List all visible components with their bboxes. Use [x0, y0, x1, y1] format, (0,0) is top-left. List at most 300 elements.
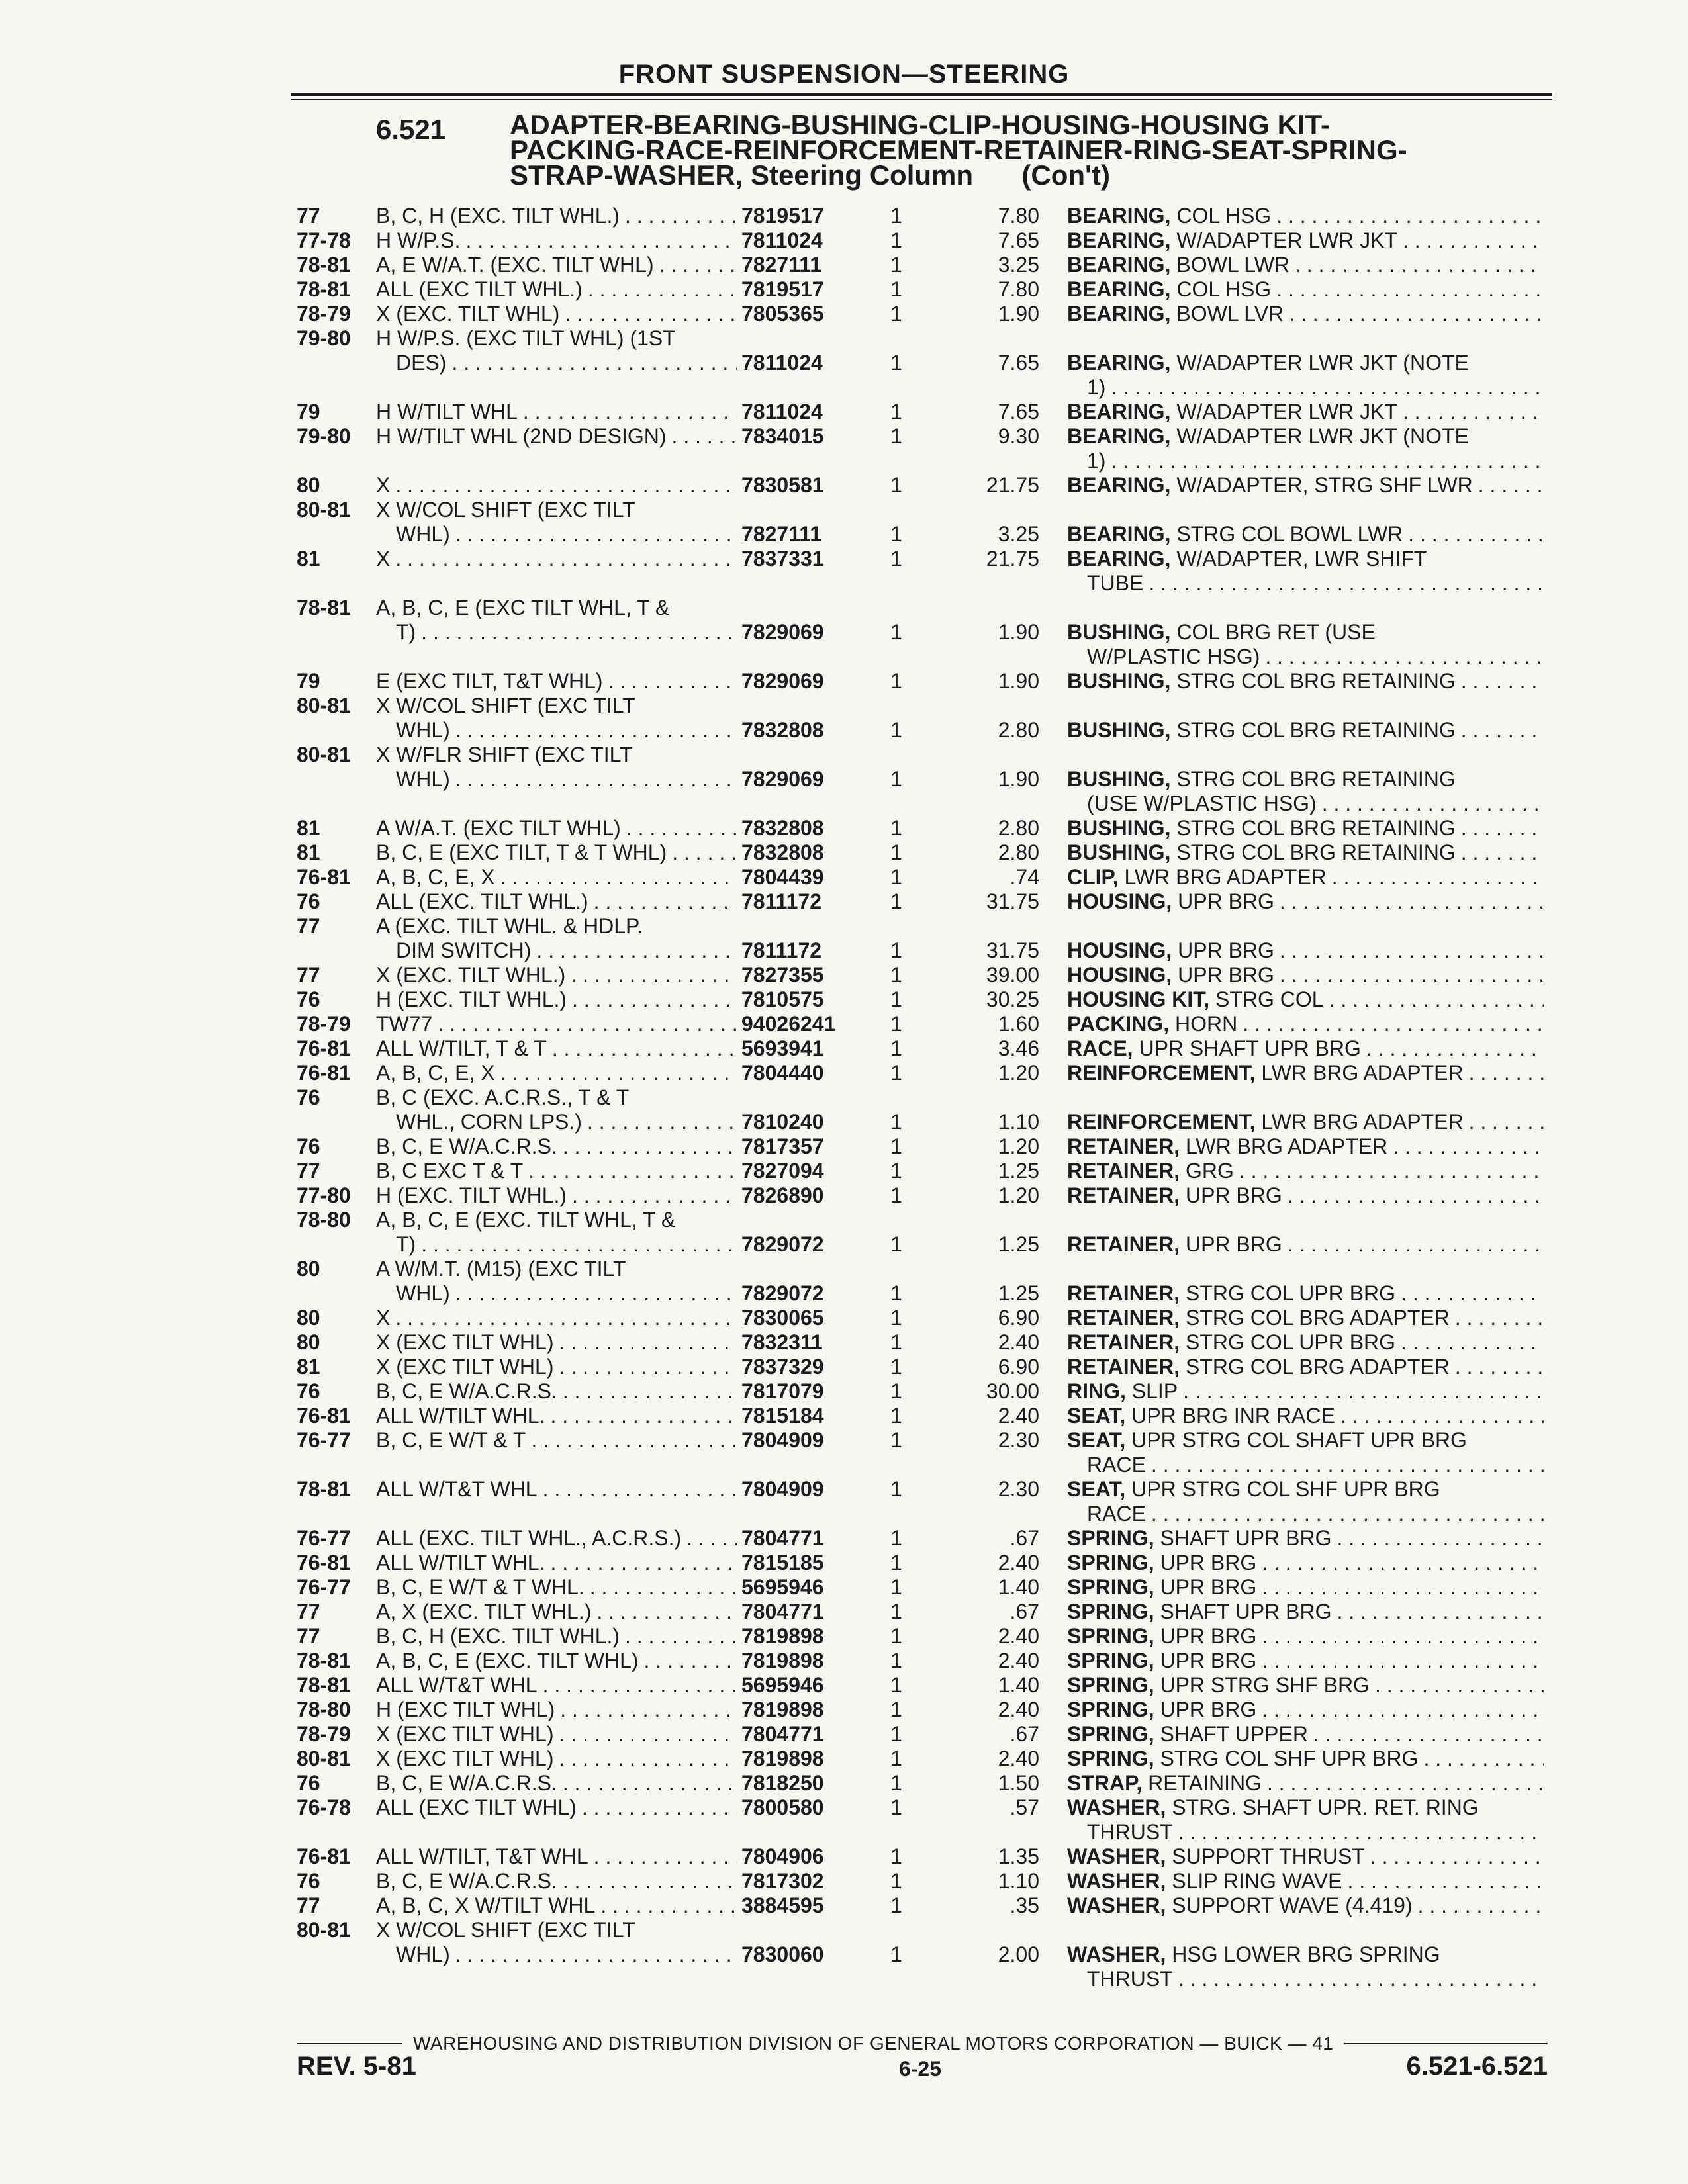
application	[376, 743, 737, 792]
description-line	[1067, 277, 1544, 302]
application-line	[376, 1232, 737, 1257]
part-name: BUSHING,	[1067, 620, 1171, 644]
description-text: RACE	[1087, 1453, 1146, 1477]
part-number: 7805365	[741, 302, 824, 326]
part-number: 7829072	[741, 1232, 824, 1256]
part-number: 7815184	[741, 1404, 824, 1428]
application	[376, 914, 737, 963]
price: 2.40	[998, 1624, 1039, 1648]
description-text: STRG COL BRG RETAINING	[1176, 767, 1456, 791]
leader-dots	[563, 1134, 737, 1159]
description	[1067, 1649, 1544, 1673]
model-year: 81	[297, 816, 320, 840]
part-name: SPRING,	[1067, 1649, 1154, 1672]
leader-dots	[1403, 400, 1544, 424]
application	[376, 816, 737, 841]
model-year: 76	[297, 1869, 320, 1893]
application	[376, 596, 737, 645]
model-year: 79	[297, 400, 320, 424]
model-year: 80-81	[297, 694, 351, 717]
description-line	[1067, 718, 1544, 743]
description-text: HORN	[1174, 1012, 1238, 1036]
price: 1.90	[998, 669, 1039, 693]
application-line	[376, 1134, 737, 1159]
description-line	[1067, 473, 1544, 498]
leader-dots	[1262, 1649, 1544, 1673]
description	[1067, 1134, 1544, 1159]
part-name: SPRING,	[1067, 1747, 1154, 1770]
description-line	[1067, 1600, 1544, 1624]
description-text: STRG COL BRG ADAPTER	[1185, 1355, 1450, 1379]
part-row	[0, 302, 1688, 326]
application-line-text: B, C, E W/T & T	[376, 1428, 526, 1452]
description-line	[1067, 889, 1544, 914]
model-year: 80-81	[297, 498, 351, 522]
price: 2.00	[998, 1942, 1039, 1966]
description-line	[1067, 938, 1544, 963]
part-row	[0, 277, 1688, 302]
description	[1067, 473, 1544, 498]
quantity: 1	[890, 816, 902, 840]
application-line	[376, 1673, 737, 1698]
model-year: 78-80	[297, 1208, 351, 1232]
description-line	[1067, 1183, 1544, 1208]
part-name: RETAINER,	[1067, 1159, 1180, 1183]
quantity: 1	[890, 1232, 902, 1256]
description	[1067, 277, 1544, 302]
description	[1067, 938, 1544, 963]
description-text: SHAFT UPPER	[1160, 1722, 1308, 1746]
part-row	[0, 498, 1688, 547]
description-text: STRG. SHAFT UPR. RET. RING	[1172, 1796, 1479, 1819]
description-text: W/ADAPTER, STRG SHF LWR	[1176, 473, 1473, 497]
leader-dots	[465, 228, 737, 253]
description-line	[1067, 1551, 1544, 1575]
description-text: UPR BRG	[1185, 1232, 1282, 1256]
leader-dots	[1370, 1844, 1544, 1869]
model-year: 76	[297, 1085, 320, 1109]
model-year: 80	[297, 1306, 320, 1330]
leader-dots	[1151, 1502, 1544, 1526]
description-line	[1067, 1355, 1544, 1379]
description	[1067, 1110, 1544, 1134]
price: 1.10	[998, 1869, 1039, 1893]
part-name: STRAP,	[1067, 1771, 1143, 1795]
leader-dots	[1393, 1134, 1544, 1159]
description	[1067, 1796, 1544, 1844]
part-number: 7830065	[741, 1306, 824, 1330]
application-line	[376, 1477, 737, 1502]
part-name: WASHER,	[1067, 1796, 1166, 1819]
quantity: 1	[890, 1624, 902, 1648]
description-line	[1067, 400, 1544, 424]
leader-dots	[455, 1281, 737, 1306]
part-number: 7817357	[741, 1134, 824, 1158]
leader-dots	[421, 1232, 737, 1257]
part-number: 94026241	[741, 1012, 836, 1036]
description-line	[1067, 571, 1544, 596]
price: 3.25	[998, 253, 1039, 277]
description-line	[1067, 963, 1544, 987]
section-title-text: STRAP-WASHER, Steering Column	[510, 159, 974, 191]
price: 7.65	[998, 228, 1039, 252]
application-line-text: A, X (EXC. TILT WHL.)	[376, 1600, 592, 1623]
application-line	[376, 987, 737, 1012]
part-row	[0, 1844, 1688, 1869]
description-text: STRG COL BRG RETAINING	[1176, 816, 1456, 840]
quantity: 1	[890, 1036, 902, 1060]
part-row	[0, 987, 1688, 1012]
leader-dots	[1322, 792, 1544, 816]
quantity: 1	[890, 1844, 902, 1868]
application	[376, 498, 737, 547]
description-text: RETAINING	[1148, 1771, 1262, 1795]
leader-dots	[1262, 1575, 1544, 1600]
application-line-text: WHL., CORN LPS.)	[396, 1110, 582, 1134]
quantity: 1	[890, 1526, 902, 1550]
description-line	[1067, 1796, 1544, 1820]
description	[1067, 1404, 1544, 1428]
application-line	[376, 1526, 737, 1551]
description-line	[1067, 1722, 1544, 1747]
description	[1067, 889, 1544, 914]
description-text: GRG	[1185, 1159, 1234, 1183]
part-name: BEARING,	[1067, 400, 1171, 424]
application	[376, 1771, 737, 1796]
leader-dots	[438, 1012, 737, 1036]
part-number: 7804439	[741, 865, 824, 889]
section-title-line: PACKING-RACE-REINFORCEMENT-RETAINER-RING-SEAT-SPRING-	[510, 134, 1407, 165]
price: 2.40	[998, 1747, 1039, 1770]
part-number: 7811172	[741, 938, 822, 962]
application-line	[376, 1208, 737, 1232]
quantity: 1	[890, 963, 902, 987]
application	[376, 1208, 737, 1257]
application-line	[376, 743, 737, 767]
description-line	[1067, 1379, 1544, 1404]
model-year: 77	[297, 914, 320, 938]
leader-dots	[1243, 1012, 1544, 1036]
price: 31.75	[986, 889, 1039, 913]
part-name: HOUSING,	[1067, 889, 1172, 913]
model-year: 76-81	[297, 1036, 351, 1060]
application-line-text: WHL)	[396, 1942, 450, 1966]
section-title-line	[510, 159, 1536, 191]
description	[1067, 1747, 1544, 1771]
model-year: 78-81	[297, 253, 351, 277]
leader-dots	[536, 938, 737, 963]
part-number: 5695946	[741, 1673, 824, 1697]
application-line-text: T)	[396, 620, 416, 644]
part-name: BEARING,	[1067, 228, 1171, 252]
application-line-text: H W/TILT WHL	[376, 400, 518, 424]
description-text: SHAFT UPR BRG	[1160, 1526, 1332, 1550]
application-line-text: ALL (EXC. TILT WHL.)	[376, 889, 588, 913]
application-line-text: X	[376, 473, 391, 497]
part-row	[0, 1428, 1688, 1477]
part-row	[0, 1477, 1688, 1526]
model-year: 76	[297, 889, 320, 913]
part-name: RETAINER,	[1067, 1183, 1180, 1207]
leader-dots	[1375, 1673, 1544, 1698]
quantity: 1	[890, 1649, 902, 1672]
application	[376, 1379, 737, 1404]
model-year: 76-81	[297, 865, 351, 889]
part-name: SPRING,	[1067, 1673, 1154, 1697]
description-line	[1067, 1942, 1544, 1967]
part-row	[0, 1183, 1688, 1208]
description-line	[1067, 253, 1544, 277]
model-year: 77-80	[297, 1183, 351, 1207]
description-text: LWR BRG ADAPTER	[1124, 865, 1327, 889]
description-line	[1067, 522, 1544, 547]
description-text: HSG LOWER BRG SPRING	[1172, 1942, 1440, 1966]
description	[1067, 718, 1544, 743]
description	[1067, 1526, 1544, 1551]
application-line-text: X W/FLR SHIFT (EXC TILT	[376, 743, 633, 766]
part-number: 7829069	[741, 620, 824, 644]
description-line	[1067, 1330, 1544, 1355]
application-line-text: A, B, C, X W/TILT WHL	[376, 1893, 596, 1917]
section-title	[510, 109, 1536, 191]
price: .67	[1009, 1600, 1039, 1623]
price: 2.80	[998, 841, 1039, 864]
application-line	[376, 1942, 737, 1967]
part-row	[0, 228, 1688, 253]
model-year: 76-78	[297, 1796, 351, 1819]
application-line	[376, 1428, 737, 1453]
description	[1067, 1061, 1544, 1085]
description-text: STRG COL BRG ADAPTER	[1185, 1306, 1450, 1330]
application-line	[376, 1844, 737, 1869]
description-text: STRG COL UPR BRG	[1185, 1281, 1396, 1305]
part-row	[0, 1330, 1688, 1355]
application	[376, 253, 737, 277]
price: 1.90	[998, 620, 1039, 644]
application-line-text: ALL W/T&T WHL	[376, 1477, 538, 1501]
leader-dots	[1332, 865, 1544, 889]
description-line	[1067, 620, 1544, 645]
application-line-text: X W/COL SHIFT (EXC TILT	[376, 1918, 635, 1942]
price: .35	[1009, 1893, 1039, 1917]
price: 7.65	[998, 400, 1039, 424]
application-line-text: B, C, E W/A.C.R.S.	[376, 1771, 557, 1795]
part-row	[0, 1379, 1688, 1404]
application	[376, 228, 737, 253]
model-year: 76-81	[297, 1844, 351, 1868]
part-row	[0, 669, 1688, 694]
price: 1.25	[998, 1159, 1039, 1183]
leader-dots	[395, 1306, 737, 1330]
model-year: 78-79	[297, 1012, 351, 1036]
quantity: 1	[890, 1330, 902, 1354]
price: 2.80	[998, 816, 1039, 840]
part-number: 7811024	[741, 351, 823, 375]
part-name: WASHER,	[1067, 1942, 1166, 1966]
leader-dots	[1408, 522, 1544, 547]
model-year: 78-81	[297, 1649, 351, 1672]
leader-dots	[1461, 718, 1544, 743]
part-number: 7819898	[741, 1649, 824, 1672]
description-text: UPR STRG COL SHAFT UPR BRG	[1131, 1428, 1467, 1452]
leader-dots	[543, 1477, 737, 1502]
model-year: 77	[297, 1600, 320, 1623]
application-line	[376, 498, 737, 522]
description-text: W/ADAPTER LWR JKT	[1176, 400, 1397, 424]
description	[1067, 1232, 1544, 1257]
part-row	[0, 1918, 1688, 1991]
description-line	[1067, 1232, 1544, 1257]
part-row	[0, 1893, 1688, 1918]
model-year: 76-81	[297, 1551, 351, 1574]
price: 1.25	[998, 1281, 1039, 1305]
price: 1.90	[998, 302, 1039, 326]
part-name: BEARING,	[1067, 424, 1171, 448]
leader-dots	[1111, 375, 1544, 400]
application-line-text: WHL)	[396, 1281, 450, 1305]
application-line-text: DIM SWITCH)	[396, 938, 532, 962]
application-line	[376, 1036, 737, 1061]
quantity: 1	[890, 1893, 902, 1917]
description-line	[1067, 1110, 1544, 1134]
quantity: 1	[890, 1134, 902, 1158]
application-line	[376, 1257, 737, 1281]
application-line-text: H (EXC. TILT WHL.)	[376, 1183, 567, 1207]
application	[376, 669, 737, 694]
leader-dots	[1461, 841, 1544, 865]
leader-dots	[1401, 1330, 1544, 1355]
leader-dots	[550, 1551, 737, 1575]
model-year: 80-81	[297, 1918, 351, 1942]
part-number: 7826890	[741, 1183, 824, 1207]
section-range: 6.521-6.521	[1406, 2052, 1548, 2081]
description-line	[1067, 1698, 1544, 1722]
part-row	[0, 1257, 1688, 1306]
quantity: 1	[890, 522, 902, 546]
part-number: 7804906	[741, 1844, 824, 1868]
part-number: 5695946	[741, 1575, 824, 1599]
application-line-text: H (EXC TILT WHL)	[376, 1698, 555, 1721]
application	[376, 302, 737, 326]
price: .67	[1009, 1526, 1039, 1550]
quantity: 1	[890, 1379, 902, 1403]
quantity: 1	[890, 1796, 902, 1819]
price: 2.40	[998, 1698, 1039, 1721]
description-line	[1067, 1575, 1544, 1600]
model-year: 76-77	[297, 1428, 351, 1452]
application	[376, 1649, 737, 1673]
application	[376, 987, 737, 1012]
quantity: 1	[890, 889, 902, 913]
part-number: 7832311	[741, 1330, 823, 1354]
part-number: 7804440	[741, 1061, 824, 1085]
description	[1067, 1012, 1544, 1036]
description-text: UPR BRG	[1178, 938, 1274, 962]
application-line-text: X W/COL SHIFT (EXC TILT	[376, 498, 635, 522]
part-row	[0, 253, 1688, 277]
leader-dots	[582, 1796, 737, 1820]
leader-dots	[1461, 669, 1544, 694]
part-row	[0, 1159, 1688, 1183]
leader-dots	[596, 1600, 737, 1624]
description	[1067, 1698, 1544, 1722]
application	[376, 1257, 737, 1306]
description	[1067, 351, 1544, 400]
price: 9.30	[998, 424, 1039, 448]
section-number: 6.521	[376, 114, 446, 145]
model-year: 81	[297, 1355, 320, 1379]
model-year: 80	[297, 1330, 320, 1354]
leader-dots	[1183, 1379, 1544, 1404]
leader-dots	[625, 1624, 737, 1649]
description-text: STRG COL BOWL LWR	[1176, 522, 1403, 546]
application-line-text: A, B, C, E (EXC. TILT WHL, T &	[376, 1208, 676, 1232]
part-number: 7817302	[741, 1869, 824, 1893]
application-line	[376, 473, 737, 498]
description-line	[1067, 1624, 1544, 1649]
description-text: THRUST	[1087, 1820, 1173, 1844]
model-year: 76-81	[297, 1061, 351, 1085]
model-year: 78-81	[297, 277, 351, 301]
part-row	[0, 1036, 1688, 1061]
quantity: 1	[890, 204, 902, 228]
footer-division-text: WAREHOUSING AND DISTRIBUTION DIVISION OF GENERAL MOTORS CORPORATION — BUICK — 41	[413, 2033, 1334, 2054]
price: 1.35	[998, 1844, 1039, 1868]
application-line-text: A, E W/A.T. (EXC. TILT WHL)	[376, 253, 654, 277]
description-line	[1067, 1747, 1544, 1771]
application-line-text: E (EXC TILT, T&T WHL)	[376, 669, 603, 693]
application	[376, 1698, 737, 1722]
model-year: 78-80	[297, 1698, 351, 1721]
leader-dots	[1401, 1281, 1544, 1306]
leader-dots	[672, 841, 737, 865]
leader-dots	[1262, 1698, 1544, 1722]
application-line-text: WHL)	[396, 718, 450, 742]
description	[1067, 1722, 1544, 1747]
application-line-text: B, C, H (EXC. TILT WHL.)	[376, 1624, 620, 1648]
part-name: BUSHING,	[1067, 669, 1171, 693]
leader-dots	[608, 669, 737, 694]
description-text: THRUST	[1087, 1967, 1173, 1991]
application-line-text: ALL W/T&T WHL	[376, 1673, 538, 1697]
application	[376, 326, 737, 375]
price: 1.20	[998, 1183, 1039, 1207]
leader-dots	[528, 1159, 737, 1183]
leader-dots	[1313, 1722, 1544, 1747]
part-name: SPRING,	[1067, 1575, 1154, 1599]
leader-dots	[421, 620, 737, 645]
leader-dots	[572, 987, 737, 1012]
part-row	[0, 1526, 1688, 1551]
leader-dots	[552, 1036, 737, 1061]
description	[1067, 1281, 1544, 1306]
description-text: UPR BRG	[1160, 1551, 1257, 1574]
application-line	[376, 938, 737, 963]
description-line	[1067, 645, 1544, 669]
description-text: STRG COL SHF UPR BRG	[1160, 1747, 1419, 1770]
part-row	[0, 1771, 1688, 1796]
application-line-text: T)	[396, 1232, 416, 1256]
application-line	[376, 1551, 737, 1575]
description	[1067, 1844, 1544, 1869]
application-line-text: X	[376, 1306, 391, 1330]
part-number: 7811172	[741, 889, 822, 913]
leader-dots	[594, 889, 737, 914]
description-text: W/ADAPTER, LWR SHIFT	[1176, 547, 1427, 570]
description	[1067, 1600, 1544, 1624]
quantity: 1	[890, 1673, 902, 1697]
description-text: UPR BRG	[1178, 963, 1274, 987]
